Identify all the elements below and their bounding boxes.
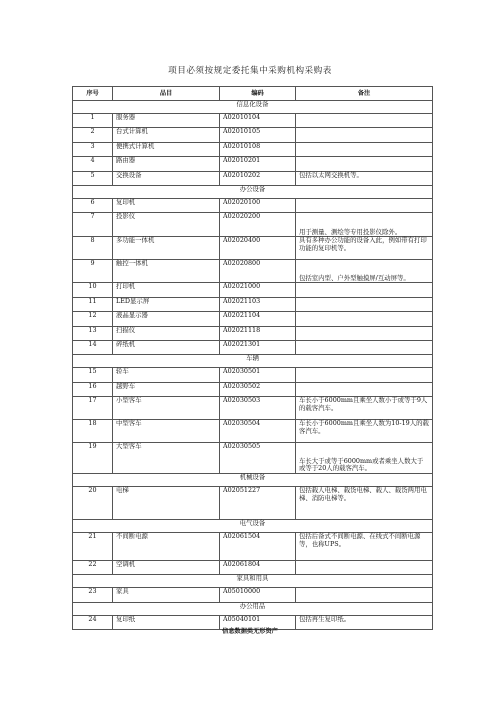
- cell-name: 越野车: [113, 382, 220, 396]
- cell-name: 交换设备: [113, 171, 220, 185]
- table-row: [73, 142, 433, 156]
- cell-name: LED显示屏: [113, 297, 220, 311]
- cell-remark: 车长小于6000mm且乘坐人数小于或等于9人的载客汽车。: [296, 397, 433, 420]
- cell-no: 13: [73, 326, 113, 340]
- table-row: [73, 443, 433, 474]
- cell-remark: [296, 340, 433, 354]
- cell-code: A02030502: [220, 382, 296, 396]
- table-row: [73, 533, 433, 561]
- table-header-row: [73, 87, 433, 101]
- cell-no: 18: [73, 420, 113, 443]
- cell-no: 23: [73, 588, 113, 602]
- section-title: 办公设备: [73, 185, 433, 198]
- table-row: [73, 340, 433, 354]
- cell-code: A02010201: [220, 157, 296, 171]
- section-row: [73, 602, 433, 615]
- cell-no: 14: [73, 340, 113, 354]
- cell-remark: 包括再生复印纸。: [296, 615, 433, 629]
- section-row: [73, 520, 433, 533]
- header-remark: 备注: [296, 87, 433, 101]
- section-row: [73, 101, 433, 114]
- cell-remark: [296, 128, 433, 142]
- section-row: [73, 474, 433, 487]
- cell-remark: [296, 326, 433, 340]
- table-row: [73, 588, 433, 602]
- cell-code: A02021000: [220, 283, 296, 297]
- section-row: [73, 355, 433, 368]
- cell-no: 3: [73, 142, 113, 156]
- procurement-table: [72, 86, 433, 630]
- section-row: [73, 185, 433, 198]
- cell-no: 24: [73, 615, 113, 629]
- cell-remark: [296, 561, 433, 575]
- cell-remark: [296, 297, 433, 311]
- cell-no: 20: [73, 487, 113, 520]
- cell-name: 中型客车: [113, 420, 220, 443]
- table-row: [73, 397, 433, 420]
- cell-remark: 车长小于6000mm且乘坐人数为10-19人的载客汽车。: [296, 420, 433, 443]
- cell-code: A02030503: [220, 397, 296, 420]
- cell-remark: [296, 382, 433, 396]
- table-row: [73, 368, 433, 382]
- cell-no: 17: [73, 397, 113, 420]
- table-body: [73, 101, 433, 630]
- cell-remark: 车长大于或等于6000mm或者乘坐人数大于或等于20人的载客汽车。: [296, 443, 433, 474]
- cell-remark: [296, 114, 433, 128]
- cell-name: 空调机: [113, 561, 220, 575]
- cell-name: 打印机: [113, 283, 220, 297]
- cell-no: 12: [73, 312, 113, 326]
- table-row: [73, 420, 433, 443]
- cell-code: A02030504: [220, 420, 296, 443]
- cell-code: A02021104: [220, 312, 296, 326]
- cell-code: A02051227: [220, 487, 296, 520]
- section-title: 机械设备: [73, 474, 433, 487]
- cell-remark: [296, 588, 433, 602]
- cell-remark: 包括后备式不间断电源、在线式不间断电源等，也称UPS。: [296, 533, 433, 561]
- table-row: [73, 171, 433, 185]
- table-row: [73, 128, 433, 142]
- cell-code: A02021118: [220, 326, 296, 340]
- cell-remark: 用于测量、测绘等专用投影仪除外。: [296, 213, 433, 237]
- header-name: 品目: [113, 87, 220, 101]
- table-row: [73, 297, 433, 311]
- cell-code: A02021301: [220, 340, 296, 354]
- table-row: [73, 114, 433, 128]
- cell-no: 22: [73, 561, 113, 575]
- cell-name: 不间断电源: [113, 533, 220, 561]
- cell-code: A02010108: [220, 142, 296, 156]
- cell-code: A02020800: [220, 260, 296, 283]
- cell-no: 5: [73, 171, 113, 185]
- section-title: 办公用品: [73, 602, 433, 615]
- cell-no: 6: [73, 198, 113, 212]
- cell-code: A02061504: [220, 533, 296, 561]
- cell-remark: 包括以太网交换机等。: [296, 171, 433, 185]
- cell-no: 15: [73, 368, 113, 382]
- cell-name: 大型客车: [113, 443, 220, 474]
- cell-code: A02020200: [220, 213, 296, 237]
- cell-remark: [296, 142, 433, 156]
- cell-code: A05040101: [220, 615, 296, 629]
- cell-no: 11: [73, 297, 113, 311]
- cell-no: 16: [73, 382, 113, 396]
- cell-no: 7: [73, 213, 113, 237]
- table-row: [73, 283, 433, 297]
- section-title: 信息化设备: [73, 101, 433, 114]
- cell-remark: [296, 198, 433, 212]
- cell-code: A02020100: [220, 198, 296, 212]
- cell-remark: 具有多种办公功能的设备入此，例如带有打印功能的复印机等。: [296, 237, 433, 260]
- table-row: [73, 382, 433, 396]
- table-row: [73, 326, 433, 340]
- cell-name: 小型客车: [113, 397, 220, 420]
- cell-no: 2: [73, 128, 113, 142]
- cell-name: 台式计算机: [113, 128, 220, 142]
- cell-remark: [296, 283, 433, 297]
- cell-code: A02030501: [220, 368, 296, 382]
- cell-name: 复印纸: [113, 615, 220, 629]
- cell-remark: [296, 368, 433, 382]
- cell-code: A02010104: [220, 114, 296, 128]
- cell-name: 液晶显示器: [113, 312, 220, 326]
- cell-code: A02010202: [220, 171, 296, 185]
- cell-name: 路由器: [113, 157, 220, 171]
- table-row: [73, 312, 433, 326]
- table-row: [73, 198, 433, 212]
- cell-code: A05010000: [220, 588, 296, 602]
- table-row: [73, 487, 433, 520]
- cell-remark: [296, 157, 433, 171]
- cell-name: 复印机: [113, 198, 220, 212]
- cell-no: 9: [73, 260, 113, 283]
- section-title: 家具和用具: [73, 575, 433, 588]
- cell-name: 轿车: [113, 368, 220, 382]
- header-no: 序号: [73, 87, 113, 101]
- cell-no: 4: [73, 157, 113, 171]
- cell-remark: [296, 312, 433, 326]
- cell-name: 电梯: [113, 487, 220, 520]
- table-row: [73, 561, 433, 575]
- page-title: 项目必须按规定委托集中采购机构采购表: [168, 66, 332, 76]
- cell-no: 8: [73, 237, 113, 260]
- cell-name: 多功能一体机: [113, 237, 220, 260]
- trailing-category-heading: 信息数据类无形资产: [222, 628, 278, 635]
- cell-no: 19: [73, 443, 113, 474]
- cell-no: 10: [73, 283, 113, 297]
- cell-remark: 包括室内型、户外型触摸屏/互动屏等。: [296, 260, 433, 283]
- cell-name: 碎纸机: [113, 340, 220, 354]
- section-title: 车辆: [73, 355, 433, 368]
- cell-name: 家具: [113, 588, 220, 602]
- cell-code: A02030505: [220, 443, 296, 474]
- table-row: [73, 260, 433, 283]
- cell-no: 1: [73, 114, 113, 128]
- cell-code: A02061804: [220, 561, 296, 575]
- cell-name: 服务器: [113, 114, 220, 128]
- cell-no: 21: [73, 533, 113, 561]
- cell-remark: 包括载人电梯、载货电梯、载人、载货两用电梯、消防电梯等。: [296, 487, 433, 520]
- table-row: [73, 157, 433, 171]
- cell-name: 扫描仪: [113, 326, 220, 340]
- cell-name: 投影仪: [113, 213, 220, 237]
- table-row: [73, 213, 433, 237]
- cell-code: A02020400: [220, 237, 296, 260]
- section-title: 电气设备: [73, 520, 433, 533]
- cell-code: A02010105: [220, 128, 296, 142]
- cell-name: 便携式计算机: [113, 142, 220, 156]
- table-row: [73, 237, 433, 260]
- cell-code: A02021103: [220, 297, 296, 311]
- cell-name: 触控一体机: [113, 260, 220, 283]
- header-code: 编码: [220, 87, 296, 101]
